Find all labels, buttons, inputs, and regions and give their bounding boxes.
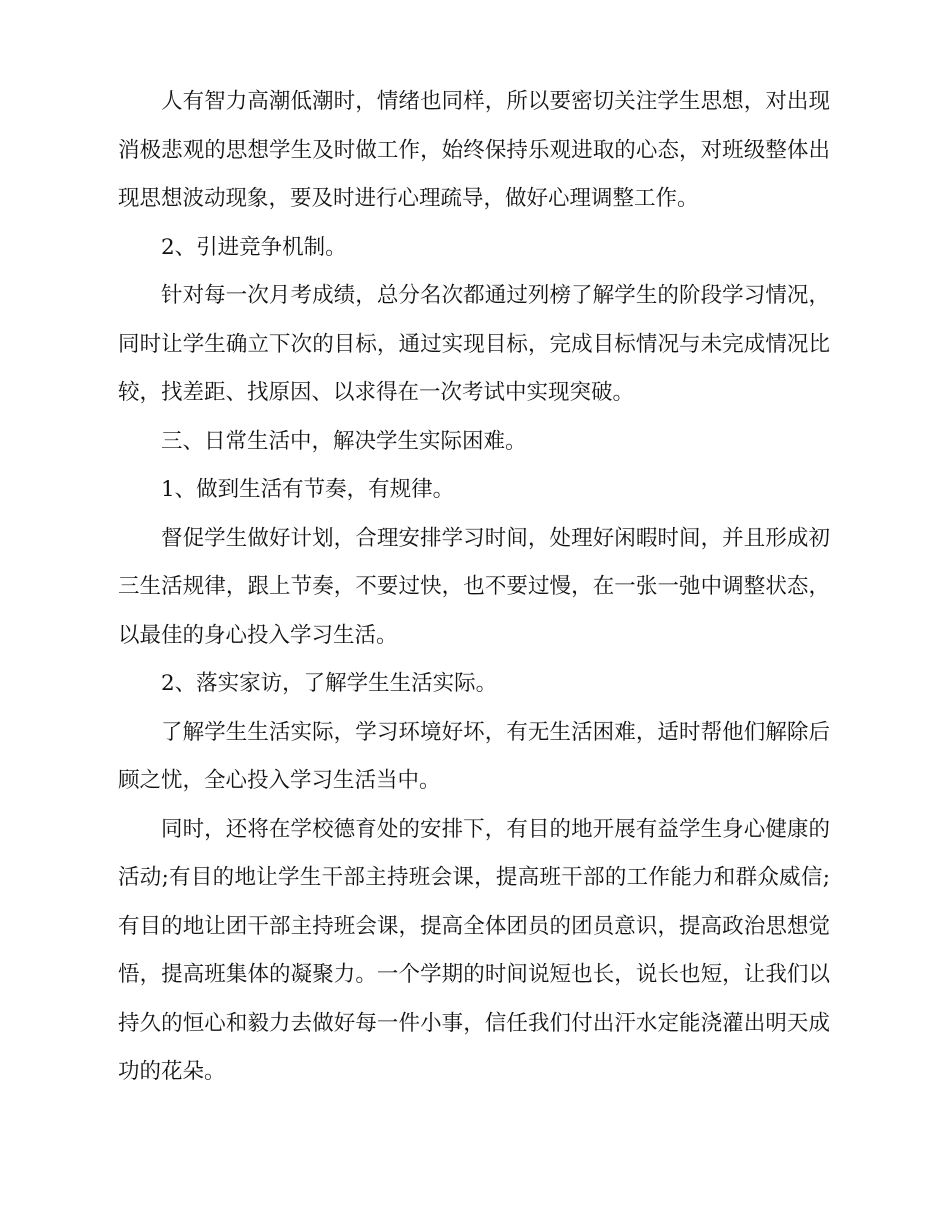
document-body <box>118 78 830 1097</box>
paragraph-mood-care: 人有智力高潮低潮时，情绪也同样，所以要密切关注学生思想，对出现消极悲观的思想学生及时做工作，始终保持乐观进取的心态，对班级整体出现思想波动现象，要及时进行心理疏导，做好心理调整工作。 <box>118 89 830 211</box>
paragraph-study-plan: 督促学生做好计划，合理安排学习时间，处理好闲暇时间，并且形成初三生活规律，跟上节奏，不要过快，也不要过慢，在一张一弛中调整状态，以最佳的身心投入学习生活。 <box>118 525 830 648</box>
paragraph-activities: 同时，还将在学校德育处的安排下，有目的地开展有益学生身心健康的活动;有目的地让学生干部主持班会课，提高班干部的工作能力和群众威信;有目的地让团干部主持班会课，提高全体团员的团员意识，提高政治思想觉悟，提高班集体的凝聚力。一个学期的时间说短也长，说长也短，让我们以持久的恒心和毅力去做好每一件小事，信任我们付出汗水定能浇灌出明天成功的花朵。 <box>118 816 830 1084</box>
heading-competition-mechanism: 2、引进竞争机制。 <box>161 234 347 260</box>
heading-home-visit: 2、落实家访，了解学生生活实际。 <box>161 671 498 696</box>
heading-daily-life: 三、日常生活中，解决学生实际困难。 <box>161 428 527 454</box>
heading-life-rhythm: 1、做到生活有节奏，有规律。 <box>161 477 455 502</box>
paragraph-monthly-exam: 针对每一次月考成绩，总分名次都通过列榜了解学生的阶段学习情况，同时让学生确立下次的目标，通过实现目标，完成目标情况与未完成情况比较，找差距、找原因、以求得在一次考试中实现突破。 <box>118 283 830 405</box>
paragraph-home-visit: 了解学生生活实际，学习环境好坏，有无生活困难，适时帮他们解除后顾之忧，全心投入学习生活当中。 <box>118 719 830 793</box>
